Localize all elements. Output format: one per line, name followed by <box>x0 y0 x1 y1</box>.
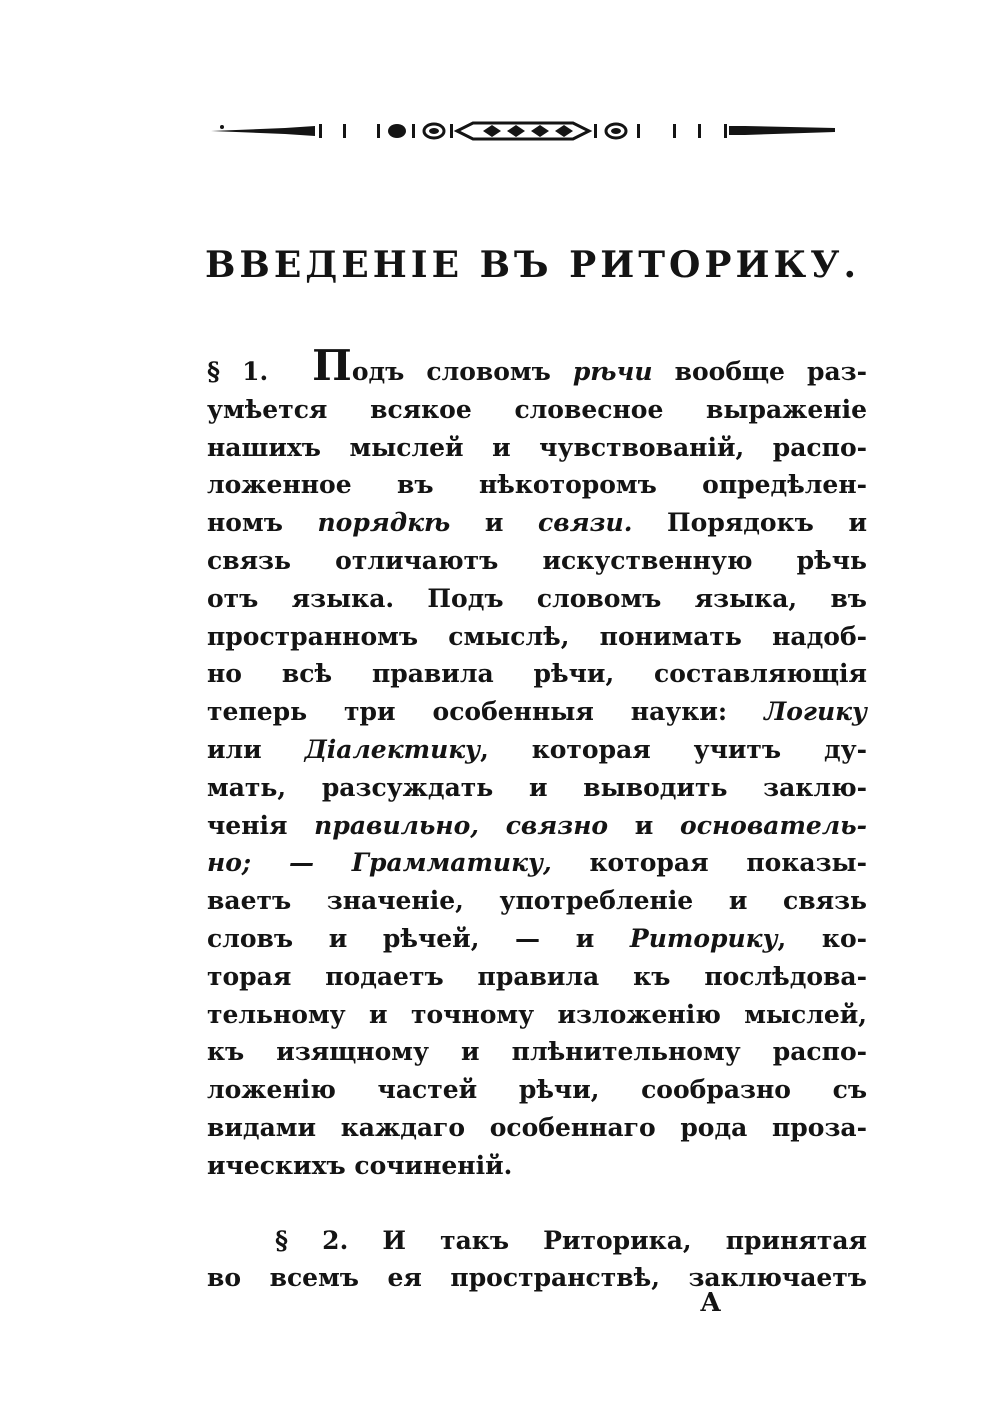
line-run-italic: рѣчи <box>572 357 653 386</box>
line-run: которая показы- <box>551 848 867 878</box>
line-run: § 2. И такъ Риторика, принятая <box>275 1225 867 1255</box>
line-run: связь отличаютъ искуственную рѣчь <box>207 545 867 575</box>
line-run: словъ и рѣчей, — и <box>207 923 630 953</box>
line-run: вообще раз- <box>652 357 867 386</box>
text-line <box>207 580 867 618</box>
line-run: отъ языка. Подъ словомъ языка, въ <box>207 583 867 613</box>
text-line <box>207 542 867 580</box>
text-line <box>207 618 867 656</box>
line-run: тельному и точному изложенію мыслей, <box>207 999 867 1029</box>
section-marker: § 1. <box>207 357 269 386</box>
line-run: теперь три особенныя науки: <box>207 697 765 727</box>
line-run: во всемъ ея пространствѣ, заключаетъ <box>207 1263 867 1293</box>
line-run-italic: Діалектику <box>304 734 481 764</box>
line-run: нашихъ мыслей и чувствованій, распо- <box>207 432 867 462</box>
text-line <box>207 1147 867 1185</box>
text-line <box>207 655 867 693</box>
line-run: , которая учитъ ду- <box>480 734 867 764</box>
line-run: одъ словомъ <box>351 357 573 386</box>
line-run: ическихъ сочиненій. <box>207 1150 513 1180</box>
text-line <box>207 504 867 542</box>
text-line <box>207 391 867 429</box>
line-run: ченія <box>207 810 315 840</box>
line-run: номъ <box>207 508 318 538</box>
text-line <box>207 882 867 920</box>
line-run: Порядокъ и <box>632 508 867 538</box>
line-run-italic: порядкѣ <box>317 508 451 538</box>
line-run: къ изящному и плѣнительному распо- <box>207 1037 867 1067</box>
text-line <box>207 996 867 1034</box>
line-run-italic: Логику <box>764 697 867 727</box>
line-run-italic: но; — Грамматику, <box>207 848 552 878</box>
text-line <box>207 807 867 845</box>
text-line <box>207 920 867 958</box>
ornament-rule-icon <box>205 114 845 144</box>
page-title: ВВЕДЕНІЕ ВЪ РИТОРИКУ. <box>205 244 860 286</box>
line-run: но всѣ правила рѣчи, составляющія <box>207 659 867 689</box>
line-run-italic: связи. <box>538 508 633 538</box>
text-line <box>207 769 867 807</box>
text-line <box>207 341 867 391</box>
signature-mark: А <box>700 1288 722 1318</box>
text-line <box>207 1033 867 1071</box>
line-run: или <box>207 734 305 764</box>
line-run: и <box>608 810 681 840</box>
line-run: торая подаетъ правила къ послѣдова- <box>207 961 867 991</box>
line-run: ложенное въ нѣкоторомъ опредѣлен- <box>207 470 867 500</box>
text-line <box>207 1071 867 1109</box>
line-run-italic: Риторику <box>629 923 778 953</box>
line-run: ваетъ значеніе, употребленіе и связь <box>207 886 867 916</box>
line-run-italic: правильно, связно <box>314 810 609 840</box>
text-line <box>207 1222 867 1260</box>
line-run: ложенію частей рѣчи, сообразно съ <box>207 1075 867 1105</box>
text-line <box>207 844 867 882</box>
text-line <box>207 1259 867 1297</box>
dropcap-letter: П <box>312 341 352 390</box>
line-run: видами каждаго особеннаго рода проза- <box>207 1112 867 1142</box>
line-run: умѣется всякое словесное выраженіе <box>207 394 867 424</box>
line-run-italic: основатель- <box>680 810 867 840</box>
text-line <box>207 693 867 731</box>
text-line <box>207 466 867 504</box>
line-run: , ко- <box>777 923 868 953</box>
text-line <box>207 429 867 467</box>
text-line <box>207 958 867 996</box>
text-line <box>207 1109 867 1147</box>
paragraph-gap <box>207 1185 867 1222</box>
line-run: мать, разсуждать и выводить заклю- <box>207 772 867 802</box>
line-run: пространномъ смыслѣ, понимать надоб- <box>207 621 867 651</box>
text-line <box>207 731 867 769</box>
main-text <box>207 341 868 1297</box>
line-run: и <box>450 508 539 538</box>
